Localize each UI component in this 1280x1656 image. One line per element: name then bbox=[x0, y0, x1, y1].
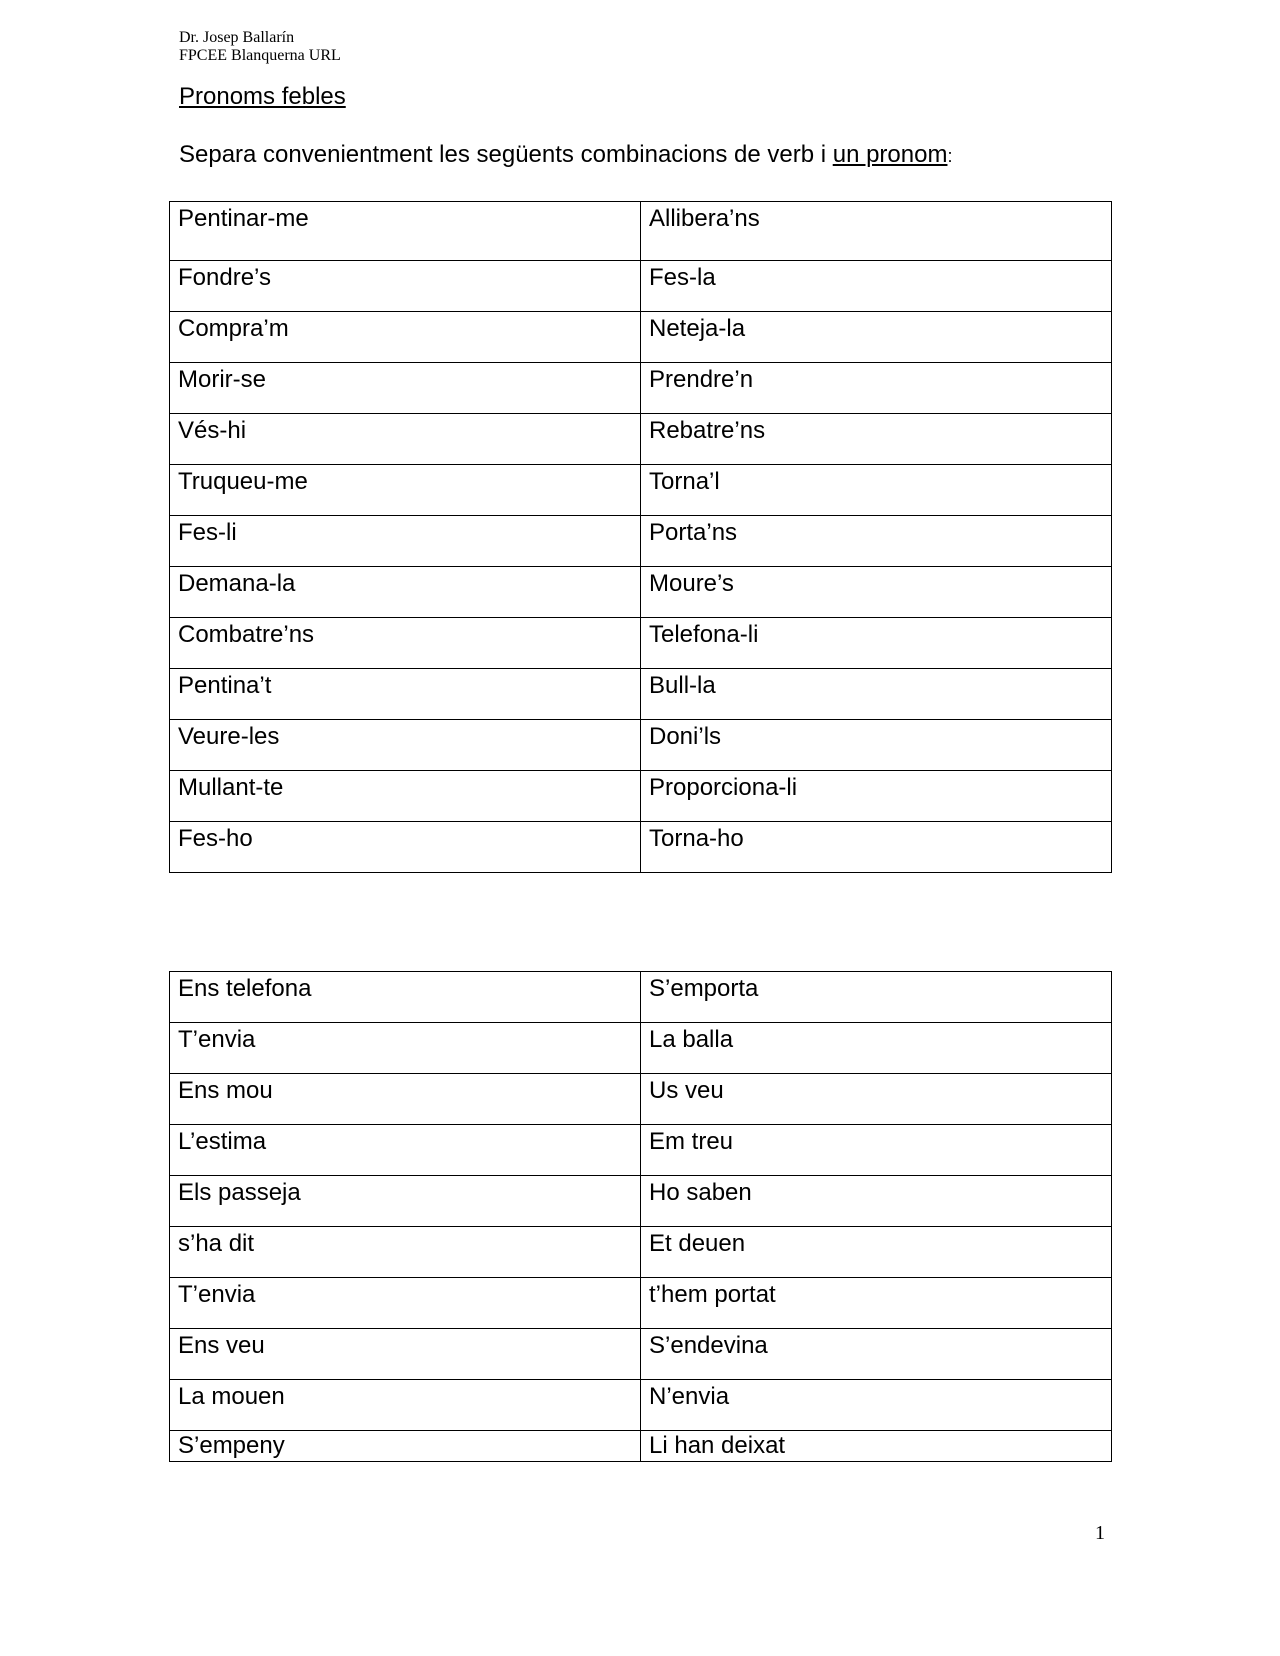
page-header bbox=[179, 29, 341, 65]
table-cell: Pentinar-me bbox=[170, 202, 641, 261]
table-cell: Mullant-te bbox=[170, 771, 641, 822]
table-row bbox=[170, 261, 1112, 312]
exercise-table-1 bbox=[169, 201, 1112, 873]
table-row bbox=[170, 669, 1112, 720]
table-cell: Ens veu bbox=[170, 1329, 641, 1380]
table-cell: t’hem portat bbox=[641, 1278, 1112, 1329]
table-cell: Ho saben bbox=[641, 1176, 1112, 1227]
table-cell: Em treu bbox=[641, 1125, 1112, 1176]
instruction-colon: : bbox=[947, 146, 953, 166]
table-row bbox=[170, 202, 1112, 261]
table-cell: Truqueu-me bbox=[170, 465, 641, 516]
table-row bbox=[170, 1176, 1112, 1227]
table-cell: Moure’s bbox=[641, 567, 1112, 618]
table-cell: Neteja-la bbox=[641, 312, 1112, 363]
header-institution: FPCEE Blanquerna URL bbox=[179, 47, 341, 64]
table-row bbox=[170, 1380, 1112, 1431]
table-cell: Rebatre’ns bbox=[641, 414, 1112, 465]
table-cell: T’envia bbox=[170, 1278, 641, 1329]
table-row bbox=[170, 414, 1112, 465]
table-cell: N’envia bbox=[641, 1380, 1112, 1431]
page-number: 1 bbox=[1095, 1522, 1105, 1544]
table-cell: Fes-ho bbox=[170, 822, 641, 873]
table-cell: Allibera’ns bbox=[641, 202, 1112, 261]
table-cell: Prendre’n bbox=[641, 363, 1112, 414]
table-cell: S’endevina bbox=[641, 1329, 1112, 1380]
table-row bbox=[170, 1074, 1112, 1125]
table-row bbox=[170, 516, 1112, 567]
table-row bbox=[170, 465, 1112, 516]
table-row bbox=[170, 972, 1112, 1023]
table-cell: Proporciona-li bbox=[641, 771, 1112, 822]
table-row bbox=[170, 1125, 1112, 1176]
table-cell: Els passeja bbox=[170, 1176, 641, 1227]
table-row bbox=[170, 363, 1112, 414]
exercise-table-2 bbox=[169, 971, 1112, 1462]
table-cell: Fes-li bbox=[170, 516, 641, 567]
table-cell: s’ha dit bbox=[170, 1227, 641, 1278]
table-cell: Us veu bbox=[641, 1074, 1112, 1125]
table-cell: Ens mou bbox=[170, 1074, 641, 1125]
table-row bbox=[170, 1278, 1112, 1329]
instruction-main: Separa convenientment les següents combinacions de verb i bbox=[179, 141, 833, 168]
table-cell: Ens telefona bbox=[170, 972, 641, 1023]
table-row bbox=[170, 720, 1112, 771]
table-cell: Pentina’t bbox=[170, 669, 641, 720]
table-cell: Bull-la bbox=[641, 669, 1112, 720]
table-cell: La balla bbox=[641, 1023, 1112, 1074]
table-cell: Fes-la bbox=[641, 261, 1112, 312]
header-author: Dr. Josep Ballarín bbox=[179, 29, 295, 46]
table-cell: T’envia bbox=[170, 1023, 641, 1074]
table-row bbox=[170, 618, 1112, 669]
table-cell: Telefona-li bbox=[641, 618, 1112, 669]
table-cell: Et deuen bbox=[641, 1227, 1112, 1278]
table-row bbox=[170, 1329, 1112, 1380]
table-row bbox=[170, 822, 1112, 873]
table-row bbox=[170, 1227, 1112, 1278]
table-cell: Fondre’s bbox=[170, 261, 641, 312]
table-row bbox=[170, 771, 1112, 822]
table-cell: La mouen bbox=[170, 1380, 641, 1431]
table-cell: S’empeny bbox=[170, 1431, 641, 1462]
table-row bbox=[170, 1023, 1112, 1074]
document-title: Pronoms febles bbox=[179, 83, 346, 110]
table-cell: Morir-se bbox=[170, 363, 641, 414]
table-cell: Demana-la bbox=[170, 567, 641, 618]
table-row bbox=[170, 1431, 1112, 1462]
table-cell: Combatre’ns bbox=[170, 618, 641, 669]
table-row bbox=[170, 567, 1112, 618]
instruction-underlined: un pronom bbox=[832, 141, 948, 168]
table-cell: Vés-hi bbox=[170, 414, 641, 465]
table-cell: Porta’ns bbox=[641, 516, 1112, 567]
table-cell: Torna’l bbox=[641, 465, 1112, 516]
table-cell: Compra’m bbox=[170, 312, 641, 363]
table-cell: Li han deixat bbox=[641, 1431, 1112, 1462]
table-cell: Torna-ho bbox=[641, 822, 1112, 873]
table-cell: Veure-les bbox=[170, 720, 641, 771]
table-row bbox=[170, 312, 1112, 363]
table-cell: S’emporta bbox=[641, 972, 1112, 1023]
instruction-text bbox=[179, 141, 952, 169]
table-cell: L’estima bbox=[170, 1125, 641, 1176]
table-cell: Doni’ls bbox=[641, 720, 1112, 771]
